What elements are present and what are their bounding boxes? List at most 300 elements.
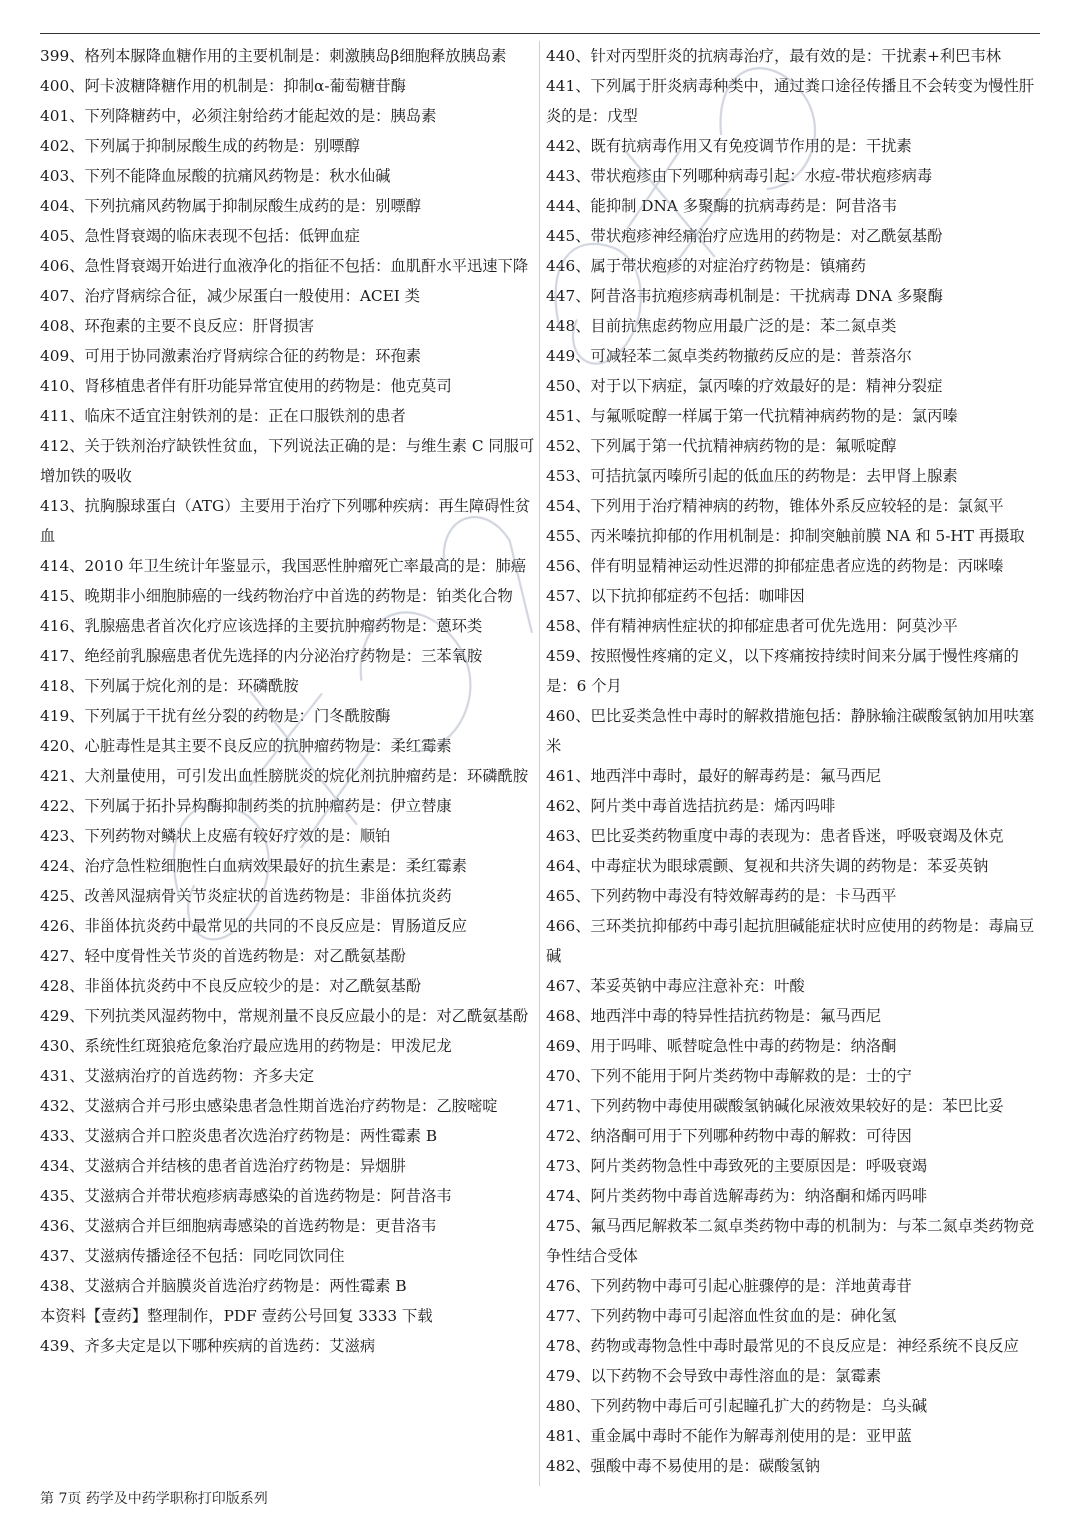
qa-number: 400 [40,77,70,95]
qa-number: 426 [40,917,70,935]
qa-separator: 、 [69,47,85,65]
qa-number: 416 [40,617,70,635]
qa-separator: 、 [575,257,591,275]
qa-item [40,311,535,341]
qa-item [40,1331,535,1361]
qa-number: 439 [40,1337,70,1355]
qa-item [40,401,535,431]
qa-separator: 、 [69,1007,85,1025]
qa-item [546,1391,1040,1421]
qa-item [40,491,535,551]
qa-answer: 低钾血症 [298,227,360,245]
qa-item [40,821,535,851]
qa-item [40,281,535,311]
qa-separator: 、 [575,1427,591,1445]
qa-number: 406 [40,257,70,275]
qa-question: 阿卡波糖降糖作用的机制是： [84,77,284,95]
qa-separator: 、 [69,167,85,185]
qa-separator: 、 [69,1247,85,1265]
qa-answer: 阿昔洛韦 [390,1187,452,1205]
qa-item [546,1001,1040,1031]
top-rule [40,33,1040,34]
qa-separator: 、 [575,197,591,215]
qa-question: 环孢素的主要不良反应： [84,317,253,335]
qa-number: 448 [546,317,576,335]
qa-separator: 、 [69,257,85,275]
qa-question: 重金属中毒时不能作为解毒剂使用的是： [590,1427,866,1445]
qa-number: 469 [546,1037,576,1055]
qa-answer: 阿莫沙平 [896,617,958,635]
qa-answer: 与苯二氮卓类药物竞争性结合受体 [546,1217,1035,1265]
qa-number: 442 [546,137,576,155]
qa-separator: 、 [575,137,591,155]
qa-separator: 、 [575,287,591,305]
qa-question: 下列抗痛风药物属于抑制尿酸生成药的是： [84,197,376,215]
qa-item [546,821,1040,851]
qa-question: 下列属于第一代抗精神病药物的是： [590,437,836,455]
qa-separator: 、 [69,497,85,515]
qa-separator: 、 [69,1157,85,1175]
qa-item [546,1451,1040,1481]
qa-separator: 、 [69,857,85,875]
qa-answer: 同吃同饮同住 [252,1247,345,1265]
qa-separator: 、 [69,917,85,935]
qa-answer: 异烟肼 [359,1157,406,1175]
qa-item [40,1271,535,1301]
qa-item [546,461,1040,491]
qa-separator: 、 [69,677,85,695]
qa-item [546,641,1040,701]
qa-number: 421 [40,767,70,785]
qa-number: 414 [40,557,70,575]
qa-question: 轻中度骨性关节炎的首选药物是： [84,947,314,965]
qa-answer: 胃肠道反应 [390,917,467,935]
qa-question: 艾滋病传播途径不包括： [84,1247,253,1265]
qa-separator: 、 [69,1037,85,1055]
qa-item [546,401,1040,431]
qa-question: 药物或毒物急性中毒时最常见的不良反应是： [590,1337,897,1355]
qa-item [40,251,535,281]
qa-answer: 氟马西尼 [819,767,882,785]
qa-question: 艾滋病合并口腔炎患者次选治疗药物是： [84,1127,360,1145]
qa-number: 434 [40,1157,70,1175]
qa-number: 409 [40,347,70,365]
qa-question: 阿昔洛韦抗疱疹病毒机制是： [590,287,790,305]
qa-item [546,581,1040,611]
qa-separator: 、 [69,1217,85,1235]
qa-answer: 蒽环类 [436,617,483,635]
qa-separator: 、 [69,287,85,305]
qa-number: 457 [546,587,576,605]
qa-number: 423 [40,827,70,845]
qa-item [546,1031,1040,1061]
qa-separator: 、 [69,947,85,965]
qa-separator: 、 [575,467,591,485]
qa-separator: 、 [575,1037,591,1055]
qa-answer: 乙胺嘧啶 [436,1097,498,1115]
qa-question: 下列药物中毒可引起心脏骤停的是： [590,1277,836,1295]
qa-separator: 、 [69,797,85,815]
qa-separator: 、 [575,1307,591,1325]
qa-question: 非甾体抗炎药中不良反应较少的是： [84,977,330,995]
qa-number: 420 [40,737,70,755]
qa-answer: 对乙酰氨基酚 [313,947,406,965]
qa-answer: 氯丙嗪 [911,407,958,425]
qa-separator: 、 [575,1067,591,1085]
qa-answer: 肝肾损害 [252,317,314,335]
qa-answer: ACEI 类 [359,287,420,305]
qa-item [40,1301,535,1331]
qa-question: 中毒症状为眼球震颤、复视和共济失调的药物是： [590,857,928,875]
qa-answer: 艾滋病 [329,1337,376,1355]
qa-item [546,1421,1040,1451]
qa-item [546,701,1040,761]
qa-number: 481 [546,1427,576,1445]
qa-item [546,1091,1040,1121]
qa-item [546,971,1040,1001]
qa-answer: 环孢素 [375,347,422,365]
qa-separator: 、 [69,77,85,95]
qa-item [40,191,535,221]
qa-separator: 、 [575,77,591,95]
qa-separator: 、 [69,707,85,725]
qa-separator: 、 [575,647,591,665]
qa-separator: 、 [575,227,591,245]
qa-item [40,1211,535,1241]
qa-question: 阿片类中毒首选拮抗药是： [590,797,775,815]
qa-separator: 、 [575,527,591,545]
qa-answer: 精神分裂症 [865,377,943,395]
qa-number: 463 [546,827,576,845]
qa-separator: 、 [69,977,85,995]
qa-question: 下列药物中毒使用碳酸氢钠碱化尿液效果较好的是： [590,1097,943,1115]
qa-separator: 、 [69,587,85,605]
qa-item [546,341,1040,371]
qa-item [40,131,535,161]
qa-separator: 、 [575,1217,591,1235]
qa-question: 下列属于干扰有丝分裂的药物是： [84,707,314,725]
qa-number: 464 [546,857,576,875]
qa-number: 415 [40,587,70,605]
qa-number: 430 [40,1037,70,1055]
qa-item [546,911,1040,971]
qa-number: 475 [546,1217,576,1235]
qa-number: 425 [40,887,70,905]
qa-question: 艾滋病合并结核的患者首选治疗药物是： [84,1157,360,1175]
qa-question: 艾滋病合并带状疱疹病毒感染的首选药物是： [84,1187,391,1205]
qa-answer: 别嘌醇 [313,137,360,155]
qa-separator: 、 [69,317,85,335]
qa-item [546,41,1040,71]
qa-item [546,131,1040,161]
qa-separator: 、 [575,497,591,515]
qa-answer: 干扰素 [865,137,912,155]
qa-answer: 他克莫司 [390,377,452,395]
qa-number: 440 [546,47,576,65]
qa-question: 按照慢性疼痛的定义，以下疼痛按持续时间来分属于慢性疼痛的是： [546,647,1019,695]
qa-separator: 、 [69,1337,85,1355]
qa-question: 齐多夫定是以下哪种疾病的首选药： [84,1337,330,1355]
qa-answer: 氯氮平 [957,497,1004,515]
qa-item [546,251,1040,281]
qa-item [40,1061,535,1091]
qa-question: 阿片类药物急性中毒致死的主要原因是： [590,1157,866,1175]
qa-item [40,911,535,941]
qa-separator: 、 [575,767,591,785]
qa-answer: 戊型 [607,107,638,125]
qa-number: 447 [546,287,576,305]
qa-answer: 血肌酐水平迅速下降 [390,257,529,275]
qa-separator: 、 [69,1067,85,1085]
qa-separator: 、 [69,197,85,215]
qa-separator: 、 [69,227,85,245]
column-divider [539,41,540,1486]
qa-answer: 柔红霉素 [405,857,467,875]
qa-separator: 、 [575,1277,591,1295]
qa-answer: 患者昏迷，呼吸衰竭及休克 [819,827,1004,845]
qa-item [546,311,1040,341]
qa-number: 477 [546,1307,576,1325]
qa-question: 以下药物不会导致中毒性溶血的是： [590,1367,836,1385]
qa-answer: 苯巴比妥 [942,1097,1004,1115]
qa-question: 伴有精神病性症状的抑郁症患者可优先选用： [590,617,897,635]
qa-number: 438 [40,1277,70,1295]
qa-question: 乳腺癌患者首次化疗应该选择的主要抗肿瘤药物是： [84,617,437,635]
qa-question: 与氟哌啶醇一样属于第一代抗精神病药物的是： [590,407,912,425]
qa-question: 非甾体抗炎药中最常见的共同的不良反应是： [84,917,391,935]
qa-question: 巴比妥类药物重度中毒的表现为： [590,827,820,845]
qa-separator: 、 [575,347,591,365]
qa-number: 404 [40,197,70,215]
qa-question: 大剂量使用，可引发出血性膀胱炎的烷化剂抗肿瘤药是： [84,767,467,785]
qa-answer: 三苯氧胺 [421,647,483,665]
qa-item [40,1031,535,1061]
qa-item [40,1001,535,1031]
qa-item [546,761,1040,791]
qa-separator: 、 [575,797,591,815]
qa-item [546,521,1040,551]
qa-item [40,221,535,251]
qa-answer: 纳洛酮 [850,1037,897,1055]
qa-question: 本资料【壹药】整理制作，PDF 壹药公号回复 3333 下载 [40,1307,433,1325]
qa-separator: 、 [69,347,85,365]
qa-question: 下列药物对鳞状上皮癌有较好疗效的是： [84,827,360,845]
qa-separator: 、 [69,827,85,845]
qa-number: 452 [546,437,576,455]
qa-item [546,1361,1040,1391]
qa-answer: 再生障碍性贫血 [40,497,531,545]
qa-question: 绝经前乳腺癌患者优先选择的内分泌治疗药物是： [84,647,422,665]
qa-question: 艾滋病合并脑膜炎首选治疗药物是： [84,1277,330,1295]
qa-number: 412 [40,437,70,455]
qa-question: 强酸中毒不易使用的是： [590,1457,759,1475]
qa-answer: 正在口服铁剂的患者 [268,407,406,425]
qa-question: 氟马西尼解救苯二氮卓类药物中毒的机制为： [590,1217,897,1235]
qa-item [40,761,535,791]
qa-number: 432 [40,1097,70,1115]
qa-question: 带状疱疹由下列哪种病毒引起： [590,167,805,185]
qa-question: 苯妥英钠中毒应注意补充： [590,977,775,995]
qa-answer: 抑制α-葡萄糖苷酶 [283,77,406,95]
qa-item [546,1181,1040,1211]
qa-answer: 环磷酰胺 [466,767,529,785]
qa-question: 2010 年卫生统计年鉴显示，我国恶性肿瘤死亡率最高的是： [84,557,496,575]
qa-item [40,1091,535,1121]
qa-number: 446 [546,257,576,275]
qa-item [40,1241,535,1271]
qa-question: 治疗肾病综合征，减少尿蛋白一般使用： [84,287,360,305]
qa-answer: 柔红霉素 [390,737,452,755]
qa-question: 下列药物中毒没有特效解毒药的是： [590,887,836,905]
qa-number: 449 [546,347,576,365]
qa-number: 466 [546,917,576,935]
qa-number: 459 [546,647,576,665]
qa-answer: 呼吸衰竭 [865,1157,928,1175]
qa-answer: 卡马西平 [835,887,897,905]
qa-question: 下列降糖药中，必须注射给药才能起效的是： [84,107,391,125]
qa-answer: 对乙酰氨基酚 [436,1007,529,1025]
qa-number: 418 [40,677,70,695]
qa-item [546,1271,1040,1301]
qa-separator: 、 [69,737,85,755]
qa-separator: 、 [575,47,591,65]
qa-item [546,371,1040,401]
qa-answer: 门冬酰胺酶 [313,707,391,725]
qa-question: 临床不适宜注射铁剂的是： [84,407,269,425]
qa-question: 巴比妥类急性中毒时的解救措施包括： [590,707,851,725]
qa-question: 下列属于拓扑异构酶抑制药类的抗肿瘤药是： [84,797,391,815]
qa-item [40,941,535,971]
qa-answer: 士的宁 [865,1067,912,1085]
qa-separator: 、 [575,377,591,395]
qa-answer: 水痘-带状疱疹病毒 [804,167,933,185]
qa-question: 下列属于抑制尿酸生成的药物是： [84,137,314,155]
qa-number: 461 [546,767,576,785]
qa-item [546,1331,1040,1361]
qa-separator: 、 [69,437,85,455]
qa-separator: 、 [575,857,591,875]
qa-item [546,431,1040,461]
qa-answer: 氟马西尼 [819,1007,882,1025]
qa-separator: 、 [69,557,85,575]
qa-number: 408 [40,317,70,335]
qa-answer: 铂类化合物 [436,587,513,605]
qa-answer: 叶酸 [774,977,805,995]
qa-question: 心脏毒性是其主要不良反应的抗肿瘤药物是： [84,737,391,755]
qa-answer: 咖啡因 [758,587,805,605]
qa-question: 艾滋病治疗的首选药物： [84,1067,253,1085]
qa-separator: 、 [69,767,85,785]
qa-answer: 丙咪嗪 [957,557,1004,575]
qa-answer: 干扰素+利巴韦林 [881,47,1002,65]
qa-item [546,1301,1040,1331]
qa-item [40,341,535,371]
qa-answer: 别嘌醇 [375,197,422,215]
qa-question: 下列属于肝炎病毒种类中，通过粪口途径传播且不会转变为慢性肝炎的是： [546,77,1035,125]
qa-number: 427 [40,947,70,965]
qa-item [546,191,1040,221]
qa-separator: 、 [575,587,591,605]
qa-number: 470 [546,1067,576,1085]
qa-item [546,1151,1040,1181]
qa-separator: 、 [69,407,85,425]
qa-separator: 、 [575,1457,591,1475]
qa-separator: 、 [69,1277,85,1295]
qa-separator: 、 [575,1097,591,1115]
qa-number: 471 [546,1097,576,1115]
qa-answer: 毒扁豆碱 [546,917,1035,965]
qa-number: 407 [40,287,70,305]
qa-item [546,221,1040,251]
qa-item [40,1181,535,1211]
qa-separator: 、 [69,887,85,905]
qa-number: 462 [546,797,576,815]
qa-separator: 、 [69,1127,85,1145]
qa-question: 目前抗焦虑药物应用最广泛的是： [590,317,820,335]
qa-number: 435 [40,1187,70,1205]
qa-number: 460 [546,707,576,725]
qa-question: 以下抗抑郁症药不包括： [590,587,759,605]
qa-number: 453 [546,467,576,485]
qa-answer: 砷化氢 [850,1307,897,1325]
qa-item [40,881,535,911]
qa-question: 针对丙型肝炎的抗病毒治疗，最有效的是： [590,47,882,65]
qa-separator: 、 [575,1187,591,1205]
qa-number: 473 [546,1157,576,1175]
qa-number: 433 [40,1127,70,1145]
qa-item [40,671,535,701]
qa-answer: 环磷酰胺 [237,677,299,695]
qa-number: 479 [546,1367,576,1385]
qa-answer: 静脉输注碳酸氢钠加用呋塞米 [546,707,1035,755]
qa-question: 急性肾衰竭的临床表现不包括： [84,227,299,245]
qa-answer: 洋地黄毒苷 [835,1277,912,1295]
qa-item [40,1151,535,1181]
qa-number: 445 [546,227,576,245]
qa-item [546,1061,1040,1091]
qa-question: 可拮抗氯丙嗪所引起的低血压的药物是： [590,467,866,485]
left-column [40,41,535,1361]
qa-question: 下列属于烷化剂的是： [84,677,238,695]
qa-answer: 顺铂 [359,827,391,845]
qa-number: 443 [546,167,576,185]
qa-item [546,161,1040,191]
qa-question: 能抑制 DNA 多聚酶的抗病毒药是： [590,197,836,215]
qa-answer: 氯霉素 [835,1367,882,1385]
qa-answer: 氟哌啶醇 [835,437,897,455]
qa-separator: 、 [575,1397,591,1415]
qa-number: 474 [546,1187,576,1205]
qa-answer: 苯二氮卓类 [819,317,897,335]
qa-item [546,791,1040,821]
qa-answer: 可待因 [865,1127,912,1145]
qa-question: 纳洛酮可用于下列哪种药物中毒的解救： [590,1127,866,1145]
qa-number: 413 [40,497,70,515]
qa-answer: 普萘洛尔 [850,347,912,365]
qa-item [40,551,535,581]
qa-answer: 抑制突触前膜 NA 和 5-HT 再摄取 [789,527,1025,545]
qa-question: 下列药物中毒可引起溶血性贫血的是： [590,1307,851,1325]
qa-item [546,491,1040,521]
qa-item [40,161,535,191]
qa-item [40,971,535,1001]
qa-number: 455 [546,527,576,545]
qa-question: 系统性红斑狼疮危象治疗最应选用的药物是： [84,1037,391,1055]
qa-item [40,41,535,71]
qa-question: 可减轻苯二氮卓类药物撤药反应的是： [590,347,851,365]
qa-answer: 刺激胰岛β细胞释放胰岛素 [329,47,507,65]
qa-item [40,1121,535,1151]
